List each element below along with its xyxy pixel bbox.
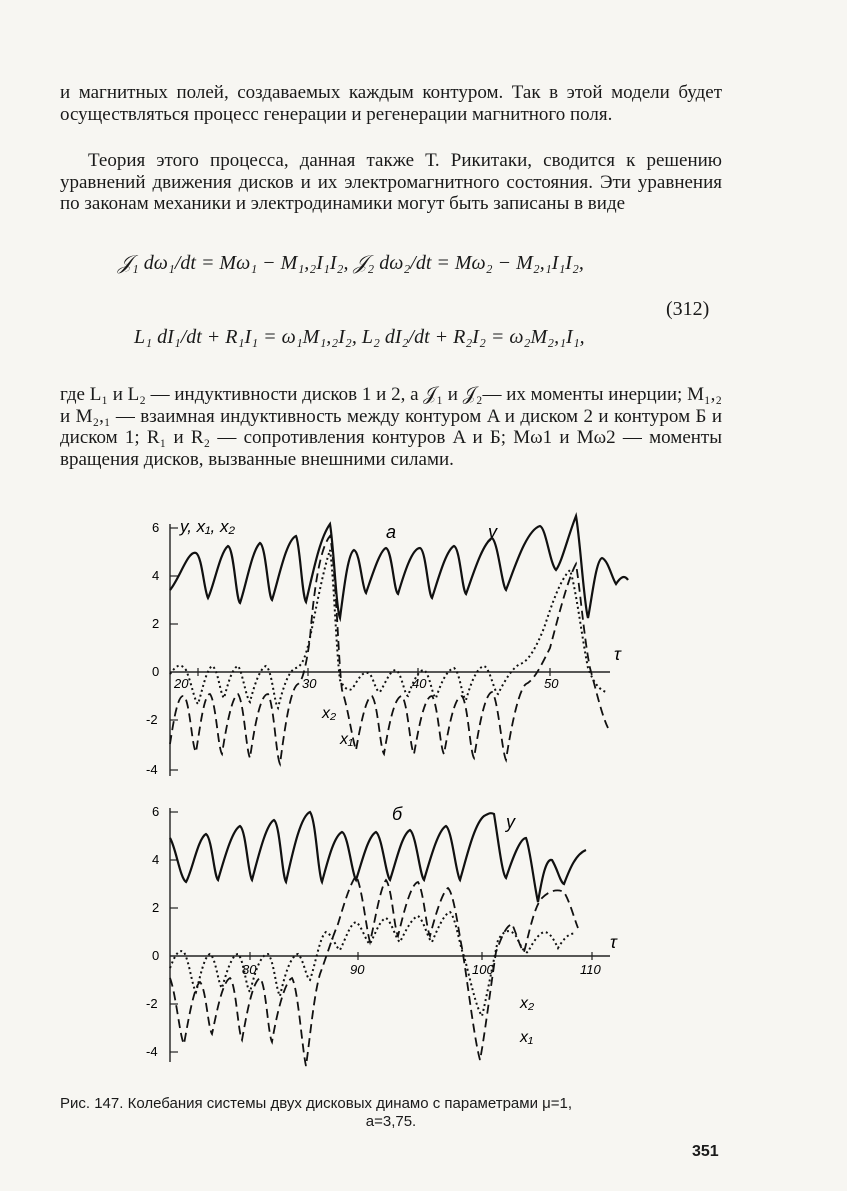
a-ytick-m2: -2: [146, 712, 158, 727]
a-curve-x1-label: x₁: [340, 731, 354, 748]
a-ytick-0: 0: [152, 664, 160, 679]
b-ytick-m4: -4: [146, 1044, 158, 1059]
a-curve-x2-label: x₂: [322, 705, 337, 722]
panel-b-label: б: [392, 804, 403, 824]
paragraph-3: где L₁ и L₂ — индуктивности дисков 1 и 2, а 𝒥₁ и 𝒥₂— их моменты инерции; M₁,₂ и M₂,₁ — взаимная индуктивность между контуром A и диском 2 и контуром Б и диском 1; R₁ и R₂ — сопротивления контуров A и Б; Mω1 и Mω2 — моменты вращения дисков, вызванные внешними силами.: [60, 384, 722, 470]
b-curve-x1-label: x₁: [520, 1029, 534, 1046]
a-ytick-4: 4: [152, 568, 160, 583]
b-ytick-6: 6: [152, 804, 160, 819]
equation-number: (312): [666, 298, 710, 320]
figure-147: [140, 508, 640, 1088]
b-curve-y-label: y: [506, 812, 515, 832]
b-ytick-m2: -2: [146, 996, 158, 1011]
page-number: 351: [692, 1143, 719, 1160]
b-ytick-4: 4: [152, 852, 160, 867]
b-tau-label: τ: [610, 932, 617, 952]
a-xtick-50: 50: [544, 676, 559, 691]
a-curve-y: [170, 516, 628, 618]
a-xtick-40: 40: [412, 676, 427, 691]
a-tau-label: τ: [614, 644, 621, 664]
panel-b: [146, 804, 618, 1066]
panel-a: [146, 516, 628, 777]
b-ytick-2: 2: [152, 900, 160, 915]
a-xtick-30: 30: [302, 676, 317, 691]
equation-line-1: 𝒥₁ dω₁/dt = Mω₁ − M₁,₂I₁I₂, 𝒥₂ dω₂/dt = Mω₂ − M₂,₁I₁I₂,: [118, 252, 584, 274]
b-xtick-90: 90: [350, 962, 365, 977]
a-curve-x1: [170, 536, 608, 764]
b-curve-y: [170, 812, 586, 902]
caption-line-2: a=3,75.: [365, 1113, 417, 1130]
a-ytick-6: 6: [152, 520, 160, 535]
a-ytick-2: 2: [152, 616, 160, 631]
a-xtick-20: 20: [174, 676, 189, 691]
b-curve-x1: [170, 876, 578, 1066]
b-xtick-110: 110: [580, 962, 601, 977]
figure-caption: [60, 1095, 722, 1131]
paragraph-2: Теория этого процесса, данная также Т. Рикитаки, сводится к решению уравнений движения дисков и их электромагнитного состояния. Эти уравнения по законам механики и электродинамики могут быть записаны в виде: [60, 150, 722, 214]
a-curve-y-label: y: [488, 522, 497, 542]
axis-title: y, x₁, x₂: [180, 517, 235, 536]
equation-line-2: L₁ dI₁/dt + R₁I₁ = ω₁M₁,₂I₂, L₂ dI₂/dt + R₂I₂ = ω₂M₂,₁I₁,: [134, 326, 585, 348]
b-ytick-0: 0: [152, 948, 160, 963]
panel-a-label: а: [386, 522, 397, 542]
b-xtick-100: 100: [472, 962, 494, 977]
paragraph-1: и магнитных полей, создаваемых каждым контуром. Так в этой модели будет осуществляться процесс генерации и регенерации магнитного поля.: [60, 82, 722, 125]
caption-line-1: Рис. 147. Колебания системы двух дисковых динамо с параметрами μ=1,: [60, 1095, 573, 1112]
a-ytick-m4: -4: [146, 762, 158, 777]
b-xtick-80: 80: [242, 962, 257, 977]
b-curve-x2-label: x₂: [520, 995, 535, 1012]
